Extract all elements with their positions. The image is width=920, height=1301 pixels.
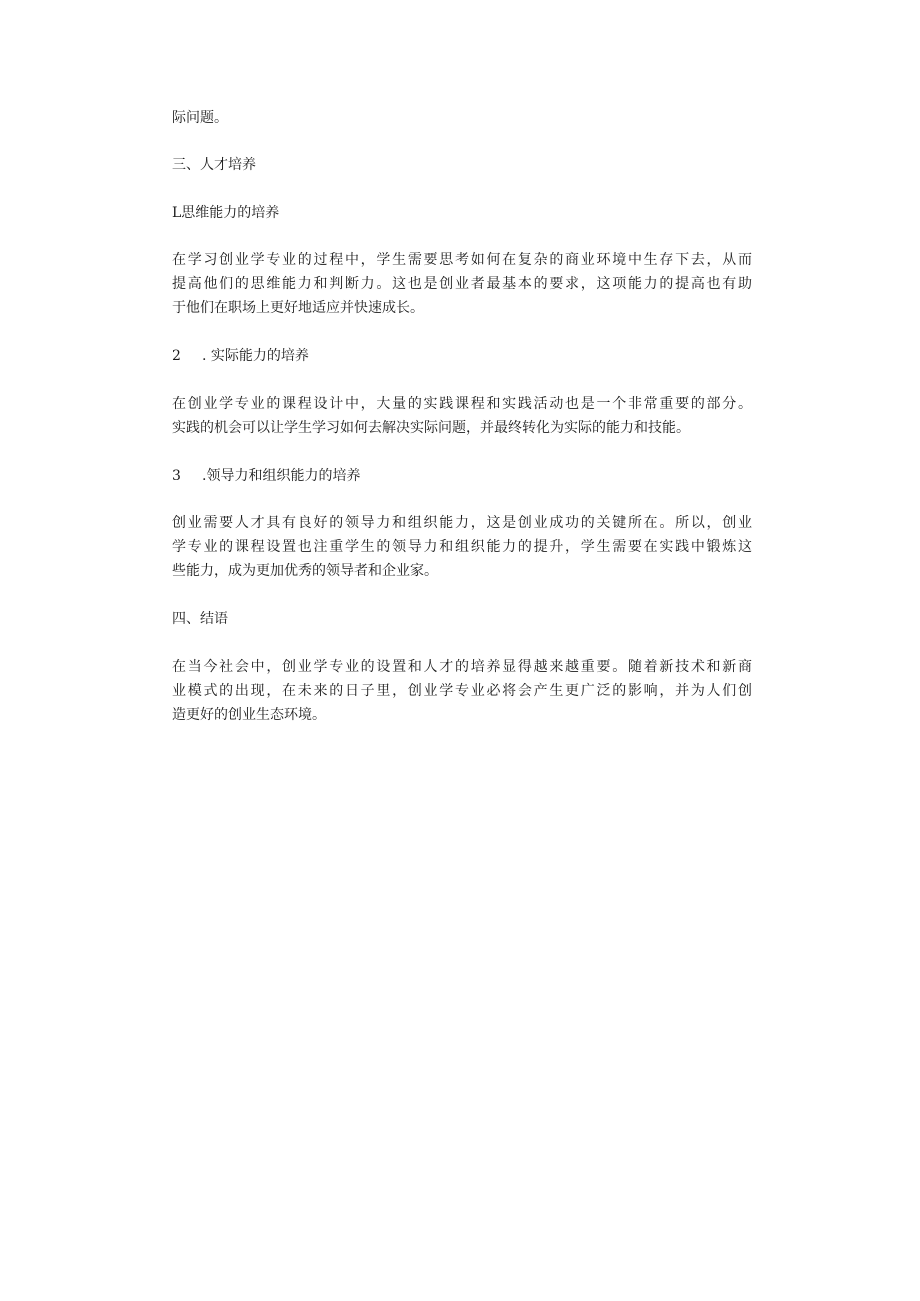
heading-text: .领导力和组织能力的培养 [202, 468, 361, 484]
paragraph-practical-ability [172, 392, 752, 440]
subsection-heading-3 [172, 464, 752, 488]
text-line: 学专业的课程设置也注重学生的领导力和组织能力的提升，学生需要在实践中锻炼这 [172, 539, 752, 555]
heading-text: . 实际能力的培养 [202, 348, 309, 364]
section-heading-4 [172, 607, 752, 631]
text-line: 在当今社会中，创业学专业的设置和人才的培养显得越来越重要。随着新技术和新商 [172, 659, 752, 675]
text-line: 业模式的出现，在未来的日子里，创业学专业必将会产生更广泛的影响，并为人们创 [172, 683, 752, 699]
text-line: 提高他们的思维能力和判断力。这也是创业者最基本的要求，这项能力的提高也有助 [172, 276, 752, 292]
paragraph-conclusion [172, 655, 752, 727]
section-heading-3 [172, 153, 752, 177]
heading-number: 2 [172, 348, 181, 364]
paragraph-continuation [172, 106, 752, 130]
text-line: 实践的机会可以让学生学习如何去解决实际问题，并最终转化为实际的能力和技能。 [172, 420, 690, 436]
heading-text: L思维能力的培养 [172, 205, 280, 221]
paragraph-thinking-ability [172, 248, 752, 320]
paragraph-leadership [172, 511, 752, 583]
text-line: 际问题。 [172, 110, 228, 126]
heading-text: 三、人才培养 [172, 157, 256, 173]
text-line: 于他们在职场上更好地适应并快速成长。 [172, 300, 424, 316]
heading-number: 3 [172, 468, 181, 484]
heading-text: 四、结语 [172, 611, 228, 627]
subsection-heading-1 [172, 201, 752, 225]
text-line: 在学习创业学专业的过程中，学生需要思考如何在复杂的商业环境中生存下去，从而 [172, 252, 752, 268]
subsection-heading-2 [172, 344, 752, 368]
text-line: 在创业学专业的课程设计中，大量的实践课程和实践活动也是一个非常重要的部分。 [172, 396, 752, 412]
text-line: 造更好的创业生态环境。 [172, 707, 326, 723]
text-line: 创业需要人才具有良好的领导力和组织能力，这是创业成功的关键所在。所以，创业 [172, 515, 752, 531]
text-line: 些能力，成为更加优秀的领导者和企业家。 [172, 563, 438, 579]
